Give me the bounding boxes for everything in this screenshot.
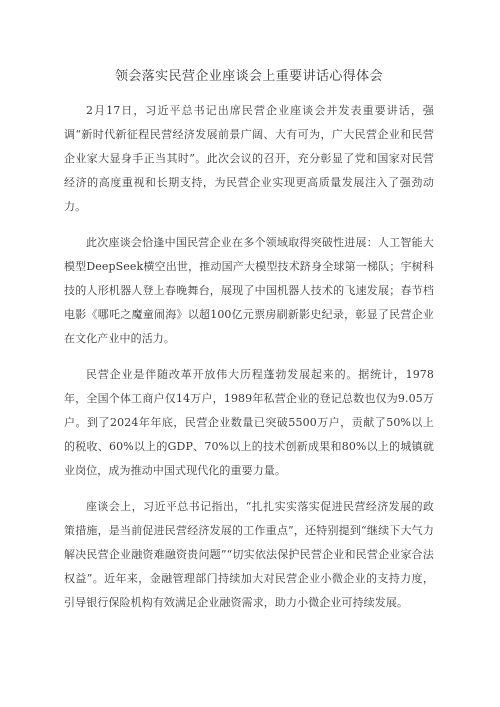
paragraph-2: 此次座谈会恰逢中国民营企业在多个领域取得突破性进展：人工智能大模型DeepSeek横空出世，推动国产大模型技术跻身全球第一梯队；宇树科技的人形机器人登上春晚舞台，展现了中国机器人技术的飞速发展；春节档电影《哪吒之魔童闹海》以超100亿元票房刷新影史纪录，彰显了民营企业在文化产业中的活力。: [64, 236, 434, 345]
paragraph-3: 民营企业是伴随改革开放伟大历程蓬勃发展起来的。据统计，1978年，全国个体工商户仅14万户，1989年私营企业的登记总数也仅为9.05万户。到了2024年年底，民营企业数量已突破5500万户，贡献了50%以上的税收、60%以上的GDP、70%以上的技术创新成果和80%以上的城镇就业岗位，成为推动中国式现代化的重要力量。: [64, 368, 434, 477]
paragraph-4: 座谈会上，习近平总书记指出，“扎扎实实落实促进民营经济发展的政策措施，是当前促进民营经济发展的工作重点”，还特别提到“继续下大气力解决民营企业融资难融资贵问题”“切实依法保护民营企业和民营企业家合法权益”。近年来，金融管理部门持续加大对民营企业小微企业的支持力度，引导银行保险机构有效满足企业融资需求，助力小微企业可持续发展。: [64, 500, 434, 609]
document-title: 领会落实民营企业座谈会上重要讲话心得体会: [114, 69, 383, 84]
paragraph-1: 2月17日，习近平总书记出席民营企业座谈会并发表重要讲话，强调“新时代新征程民营经济发展前景广阔、大有可为，广大民营企业和民营企业家大显身手正当其时”。此次会议的召开，充分彰显了党和国家对民营经济的高度重视和长期支持，为民营企业实现更高质量发展注入了强劲动力。: [64, 104, 434, 213]
document-body: [64, 99, 434, 615]
